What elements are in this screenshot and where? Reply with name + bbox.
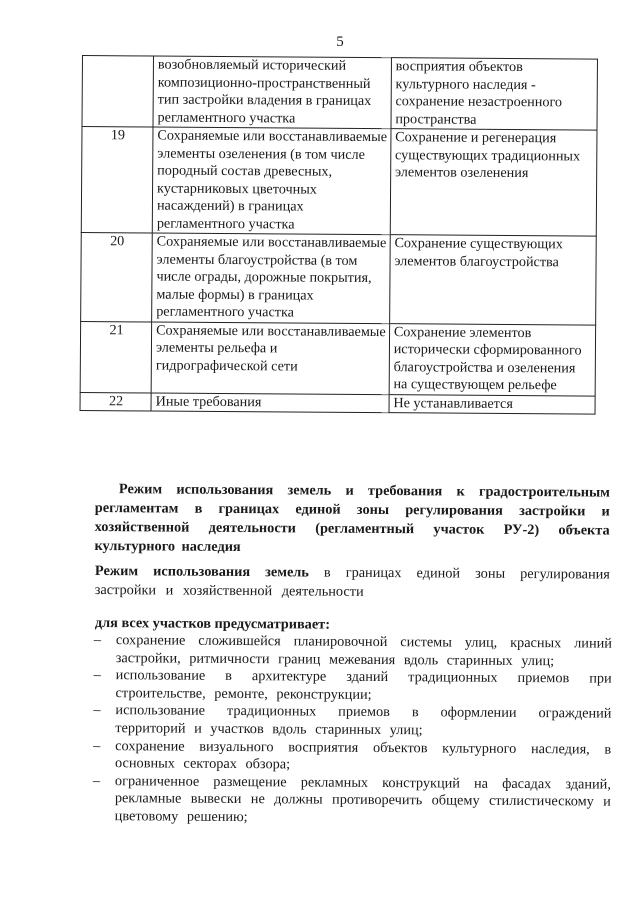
list-item-text: сохранение визуального восприятия объектов культурного наследия, в основных секторах обзора; xyxy=(115,737,612,773)
all-sites-label: для всех участков предусматривает: xyxy=(94,615,331,633)
row-requirement: Не устанавливается xyxy=(389,394,595,414)
table-row xyxy=(80,392,595,414)
list-item xyxy=(91,738,611,777)
list-dash: – xyxy=(93,737,101,754)
row-condition: Сохраняемые или восстанавливаемые элементы озеленения (в том числе породный состав древесных, кустарниковых цветочных насаждений) в границах регламентного участка xyxy=(152,127,390,235)
table-row xyxy=(81,232,597,324)
list-item-text: сохранение сложившейся планировочной системы улиц, красных линий застройки, ритмичности границ межевания вдоль старинных улиц; xyxy=(115,632,612,669)
list-item-text: использование традиционных приемов в оформлении ограждений территорий и участков вдоль старинных улиц; xyxy=(115,702,612,739)
list-item-text: использование в архитектуре зданий традиционных приемов при строительстве, ремонте, реконструкции; xyxy=(115,667,612,703)
row-number: 21 xyxy=(80,321,152,392)
list-item-text: ограниченное размещение рекламных конструкций на фасадах зданий, рекламные вывески не должны противоречить общему стилистическому и цветовому решению; xyxy=(114,772,612,826)
row-requirement: Сохранение элементов исторически сформированного благоустройства и озеленения на существующем рельефе xyxy=(389,323,596,395)
list-item xyxy=(91,702,611,741)
row-number xyxy=(82,56,154,127)
section-heading: Режим использования земель и требования к градостроительным регламентам в границах единой зоны регулирования застройки и хозяйственной деятельности (регламентный участок РУ-2) объекта культурного наследия xyxy=(94,481,610,556)
list-dash: – xyxy=(93,632,102,649)
list-dash: – xyxy=(92,772,101,789)
row-condition: Сохраняемые или восстанавливаемые элементы благоустройства (в том числе ограды, дорожные покрытия, малые формы) в границах регламентного участка xyxy=(152,233,390,323)
row-requirement: Сохранение и регенерация существующих традиционных элементов озеленения xyxy=(390,129,597,236)
table-row xyxy=(82,56,597,131)
list-item xyxy=(92,632,612,671)
list-item xyxy=(91,773,611,829)
row-condition: Иные требования xyxy=(151,392,389,412)
table-row xyxy=(80,321,595,396)
row-requirement: восприятия объектов культурного наследия - сохранение незастроенного пространства xyxy=(391,58,598,130)
regime-rest: в границах единой зоны регулирования застройки и хозяйственной деятельности xyxy=(94,564,610,600)
list-item xyxy=(92,667,612,706)
row-requirement: Сохранение существующих элементов благоустройства xyxy=(389,235,596,325)
row-number: 20 xyxy=(81,232,153,321)
row-number: 22 xyxy=(80,392,151,411)
provisions-list xyxy=(91,632,612,829)
row-condition: Сохраняемые или восстанавливаемые элементы рельефа и гидрографической сети xyxy=(151,321,389,394)
list-dash: – xyxy=(93,667,101,684)
row-number: 19 xyxy=(81,127,153,233)
page-number: 5 xyxy=(336,34,344,50)
table-row xyxy=(81,127,597,237)
regime-bold-lead: Режим использования земель xyxy=(94,563,309,581)
requirements-table xyxy=(80,55,598,415)
list-dash: – xyxy=(93,702,101,719)
row-condition: возобновляемый исторический композиционно-пространственный тип застройки владения в границах регламентного участка xyxy=(153,56,391,129)
regime-paragraph xyxy=(95,562,610,604)
